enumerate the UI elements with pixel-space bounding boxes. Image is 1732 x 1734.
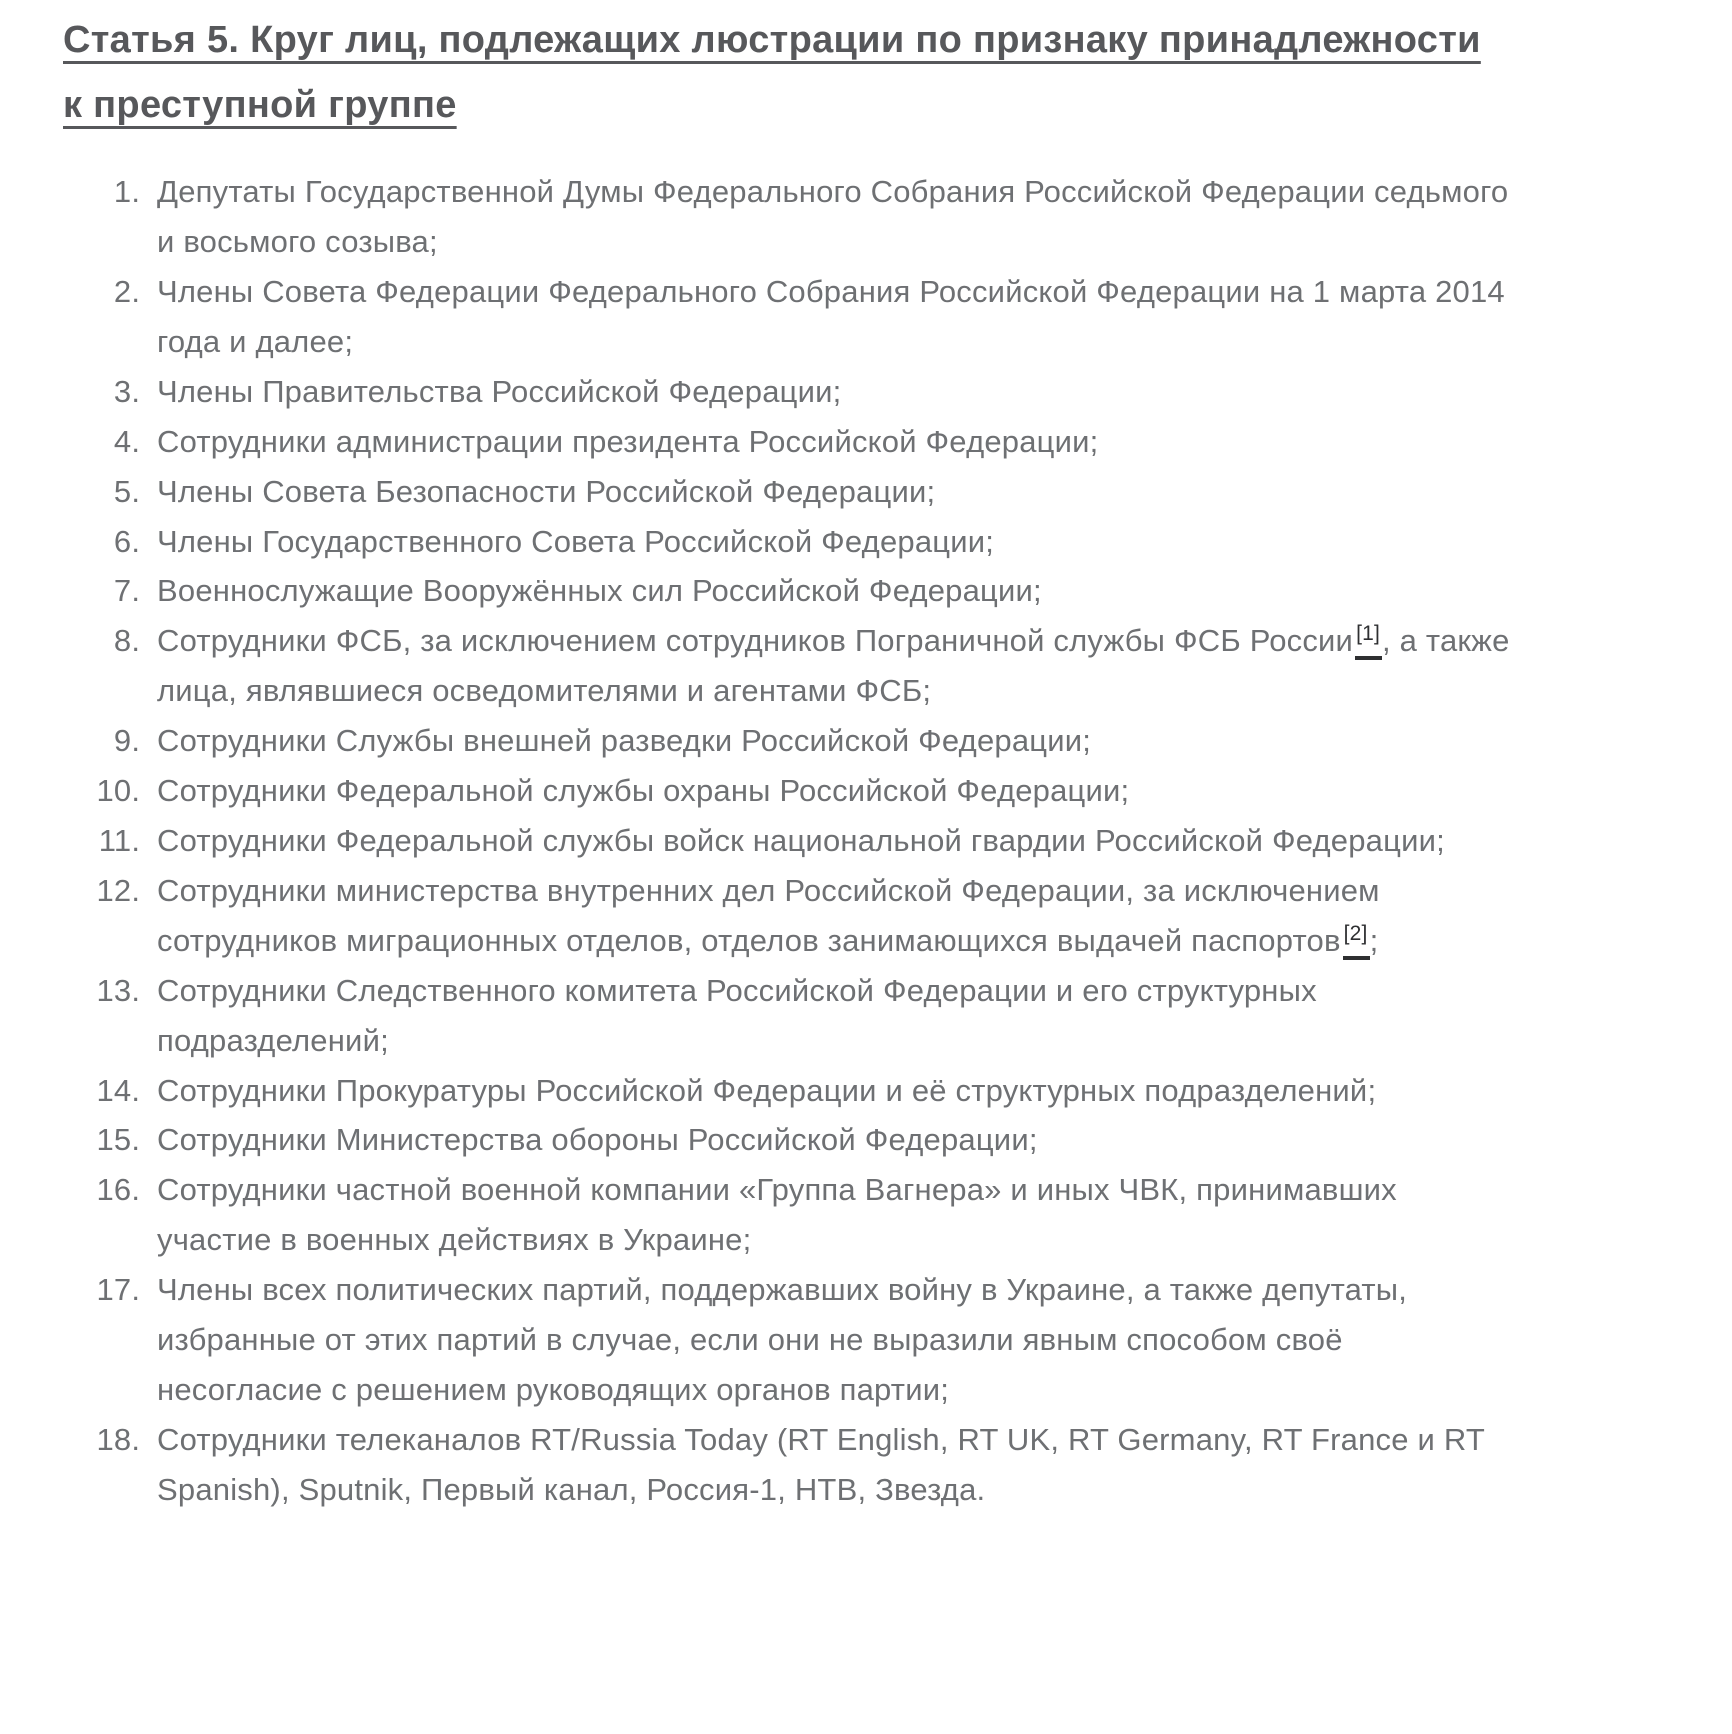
list-item-text: Члены Совета Безопасности Российской Федерации;: [157, 473, 936, 509]
list-item-text: Сотрудники Прокуратуры Российской Федерации и её структурных подразделений;: [157, 1072, 1377, 1108]
lustration-list: [63, 167, 1510, 1514]
list-item: [149, 417, 1510, 467]
list-item-text: Сотрудники частной военной компании «Группа Вагнера» и иных ЧВК, принимавших участие в военных действиях в Украине;: [157, 1172, 1397, 1258]
list-item-text: Сотрудники министерства внутренних дел Российской Федерации, за исключением сотрудников миграционных отделов, отделов занимающихся выдачей паспортов: [157, 872, 1380, 958]
list-item: [149, 267, 1510, 367]
list-item: [149, 1165, 1510, 1265]
list-item-text: Сотрудники телеканалов RT/Russia Today (RT English, RT UK, RT Germany, RT France и RT Spanish), Sputnik, Первый канал, Россия-1, НТВ, Звезда.: [157, 1421, 1485, 1507]
article-heading: Статья 5. Круг лиц, подлежащих люстрации по признаку принадлежности к преступной группе: [63, 19, 1481, 126]
list-item-text: Сотрудники Федеральной службы охраны Российской Федерации;: [157, 773, 1130, 809]
list-item-text: Сотрудники Следственного комитета Российской Федерации и его структурных подразделений;: [157, 972, 1317, 1058]
list-item-text: Сотрудники ФСБ, за исключением сотрудников Пограничной службы ФСБ России: [157, 623, 1354, 659]
list-item: [149, 716, 1510, 766]
footnote-label: [2]: [1343, 921, 1368, 945]
list-item-text: Сотрудники Службы внешней разведки Российской Федерации;: [157, 723, 1092, 759]
list-item-text: Члены Государственного Совета Российской Федерации;: [157, 523, 995, 559]
list-item-text: Члены Совета Федерации Федерального Собрания Российской Федерации на 1 марта 2014 года и далее;: [157, 274, 1505, 359]
list-item: [149, 1265, 1510, 1415]
list-item-text: Члены Правительства Российской Федерации;: [157, 373, 842, 409]
list-item: [149, 367, 1510, 417]
list-item-text: ;: [1369, 922, 1379, 958]
list-item-text: Сотрудники Министерства обороны Российской Федерации;: [157, 1122, 1038, 1158]
footnote-link-2[interactable]: [1343, 921, 1370, 960]
list-item-text: Члены всех политических партий, поддержавших войну в Украине, а также депутаты, избранные от этих партий в случае, если они не выразили явным способом своё несогласие с решением руководящих органов партии;: [157, 1272, 1408, 1407]
list-item: [149, 167, 1510, 267]
list-item-text: , а также лица, являвшиеся осведомителями и агентами ФСБ;: [157, 623, 1510, 709]
list-item: [149, 1115, 1510, 1165]
list-item: [149, 1415, 1510, 1515]
list-item-text: Депутаты Государственной Думы Федерального Собрания Российской Федерации седьмого и восьмого созыва;: [157, 174, 1509, 260]
list-item: [149, 966, 1510, 1066]
list-item: [149, 866, 1510, 966]
list-item: [149, 816, 1510, 866]
list-item-text: Сотрудники Федеральной службы войск национальной гвардии Российской Федерации;: [157, 822, 1445, 858]
list-item: [149, 517, 1510, 567]
list-item: [149, 766, 1510, 816]
footnote-label: [1]: [1356, 622, 1381, 646]
list-item-text: Сотрудники администрации президента Российской Федерации;: [157, 423, 1099, 459]
list-item: [149, 616, 1510, 716]
list-item: [149, 566, 1510, 616]
footnote-link-1[interactable]: [1355, 622, 1382, 660]
list-item-text: Военнослужащие Вооружённых сил Российской Федерации;: [157, 573, 1042, 609]
list-item: [149, 467, 1510, 517]
list-item: [149, 1066, 1510, 1116]
